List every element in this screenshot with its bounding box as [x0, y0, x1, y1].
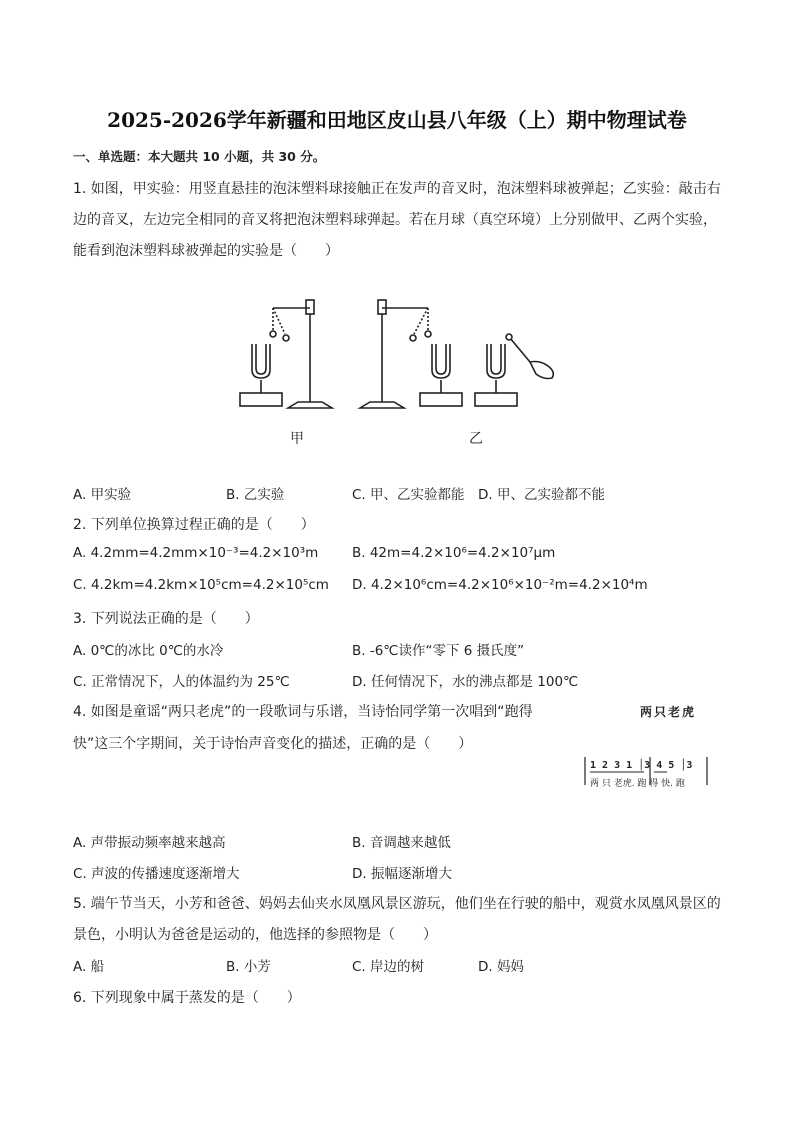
fig-label-yi: 乙 — [469, 431, 483, 447]
q3-option-d[interactable]: D. 任何情况下，水的沸点都是 100℃ — [352, 674, 579, 690]
q2-option-a[interactable]: A. 4.2mm=4.2mm×10⁻³=4.2×10³m — [73, 545, 319, 561]
q3-option-b[interactable]: B. -6℃读作“零下 6 摄氏度” — [352, 643, 525, 659]
score-notes: 1 2 3 1 │3 4 5 │3 — [590, 760, 693, 771]
fig-yi-stand — [360, 300, 431, 408]
q5-stem-line-1: 5. 端午节当天，小芳和爸爸、妈妈去仙夹水凤凰风景区游玩，他们坐在行驶的船中，观赏水凤凰风景区的 — [73, 896, 721, 912]
q1-option-a[interactable]: A. 甲实验 — [73, 487, 132, 503]
q4-option-a[interactable]: A. 声带振动频率越来越高 — [73, 835, 226, 851]
q5-option-a[interactable]: A. 船 — [73, 959, 105, 975]
fig-yi-left-fork — [420, 344, 462, 406]
score-lyrics: 两 只 老虎. 跑 得 快. 跑 — [590, 779, 685, 789]
exam-title: 2025-2026学年新疆和田地区皮山县八年级（上）期中物理试卷 — [107, 108, 687, 132]
q2-option-d[interactable]: D. 4.2×10⁶cm=4.2×10⁶×10⁻²m=4.2×10⁴m — [352, 577, 648, 593]
q6-stem: 6. 下列现象中属于蒸发的是（ ） — [73, 990, 301, 1006]
q5-option-b[interactable]: B. 小芳 — [226, 959, 271, 975]
fig-jia-stand — [270, 300, 332, 408]
q1-stem-line-2: 边的音叉，左边完全相同的音叉将把泡沫塑料球弹起。若在月球（真空环境）上分别做甲、乙两个实验， — [73, 212, 717, 228]
q4-stem-line-1: 4. 如图是童谣“两只老虎”的一段歌词与乐谱，当诗怡同学第一次唱到“跑得 — [73, 704, 533, 720]
q5-option-c[interactable]: C. 岸边的树 — [352, 959, 425, 975]
q1-option-d[interactable]: D. 甲、乙实验都不能 — [478, 487, 605, 503]
q3-option-a[interactable]: A. 0℃的冰比 0℃的水冷 — [73, 643, 224, 659]
q5-stem-line-2: 景色，小明认为爸爸是运动的，他选择的参照物是（ ） — [73, 927, 437, 943]
q4-option-c[interactable]: C. 声波的传播速度逐渐增大 — [73, 866, 240, 882]
q1-option-b[interactable]: B. 乙实验 — [226, 487, 285, 503]
hammer-and-hand — [506, 334, 553, 379]
q1-stem-line-1: 1. 如图，甲实验：用竖直悬挂的泡沫塑料球接触正在发声的音叉时，泡沫塑料球被弹起；乙实验：敲击右 — [73, 181, 721, 197]
tuning-fork-figure — [230, 290, 570, 420]
section-heading: 一、单选题：本大题共 10 小题，共 30 分。 — [73, 149, 326, 164]
fig-yi-right-fork — [475, 344, 517, 406]
q1-option-c[interactable]: C. 甲、乙实验都能 — [352, 487, 465, 503]
q3-stem: 3. 下列说法正确的是（ ） — [73, 611, 259, 627]
q4-option-b[interactable]: B. 音调越来越低 — [352, 835, 451, 851]
q3-option-c[interactable]: C. 正常情况下，人的体温约为 25℃ — [73, 674, 290, 690]
q2-option-c[interactable]: C. 4.2km=4.2km×10⁵cm=4.2×10⁵cm — [73, 577, 329, 593]
fig-jia-tuning-fork — [240, 344, 282, 406]
q2-stem: 2. 下列单位换算过程正确的是（ ） — [73, 517, 315, 533]
q5-option-d[interactable]: D. 妈妈 — [478, 959, 524, 975]
q2-option-b[interactable]: B. 42m=4.2×10⁶=4.2×10⁷μm — [352, 545, 556, 561]
score-title: 两只老虎 — [640, 705, 697, 719]
q4-option-d[interactable]: D. 振幅逐渐增大 — [352, 866, 452, 882]
fig-label-jia: 甲 — [290, 431, 304, 447]
q1-stem-line-3: 能看到泡沫塑料球被弹起的实验是（ ） — [73, 243, 339, 259]
q4-stem-line-2: 快”这三个字期间，关于诗怡声音变化的描述，正确的是（ ） — [73, 736, 473, 752]
